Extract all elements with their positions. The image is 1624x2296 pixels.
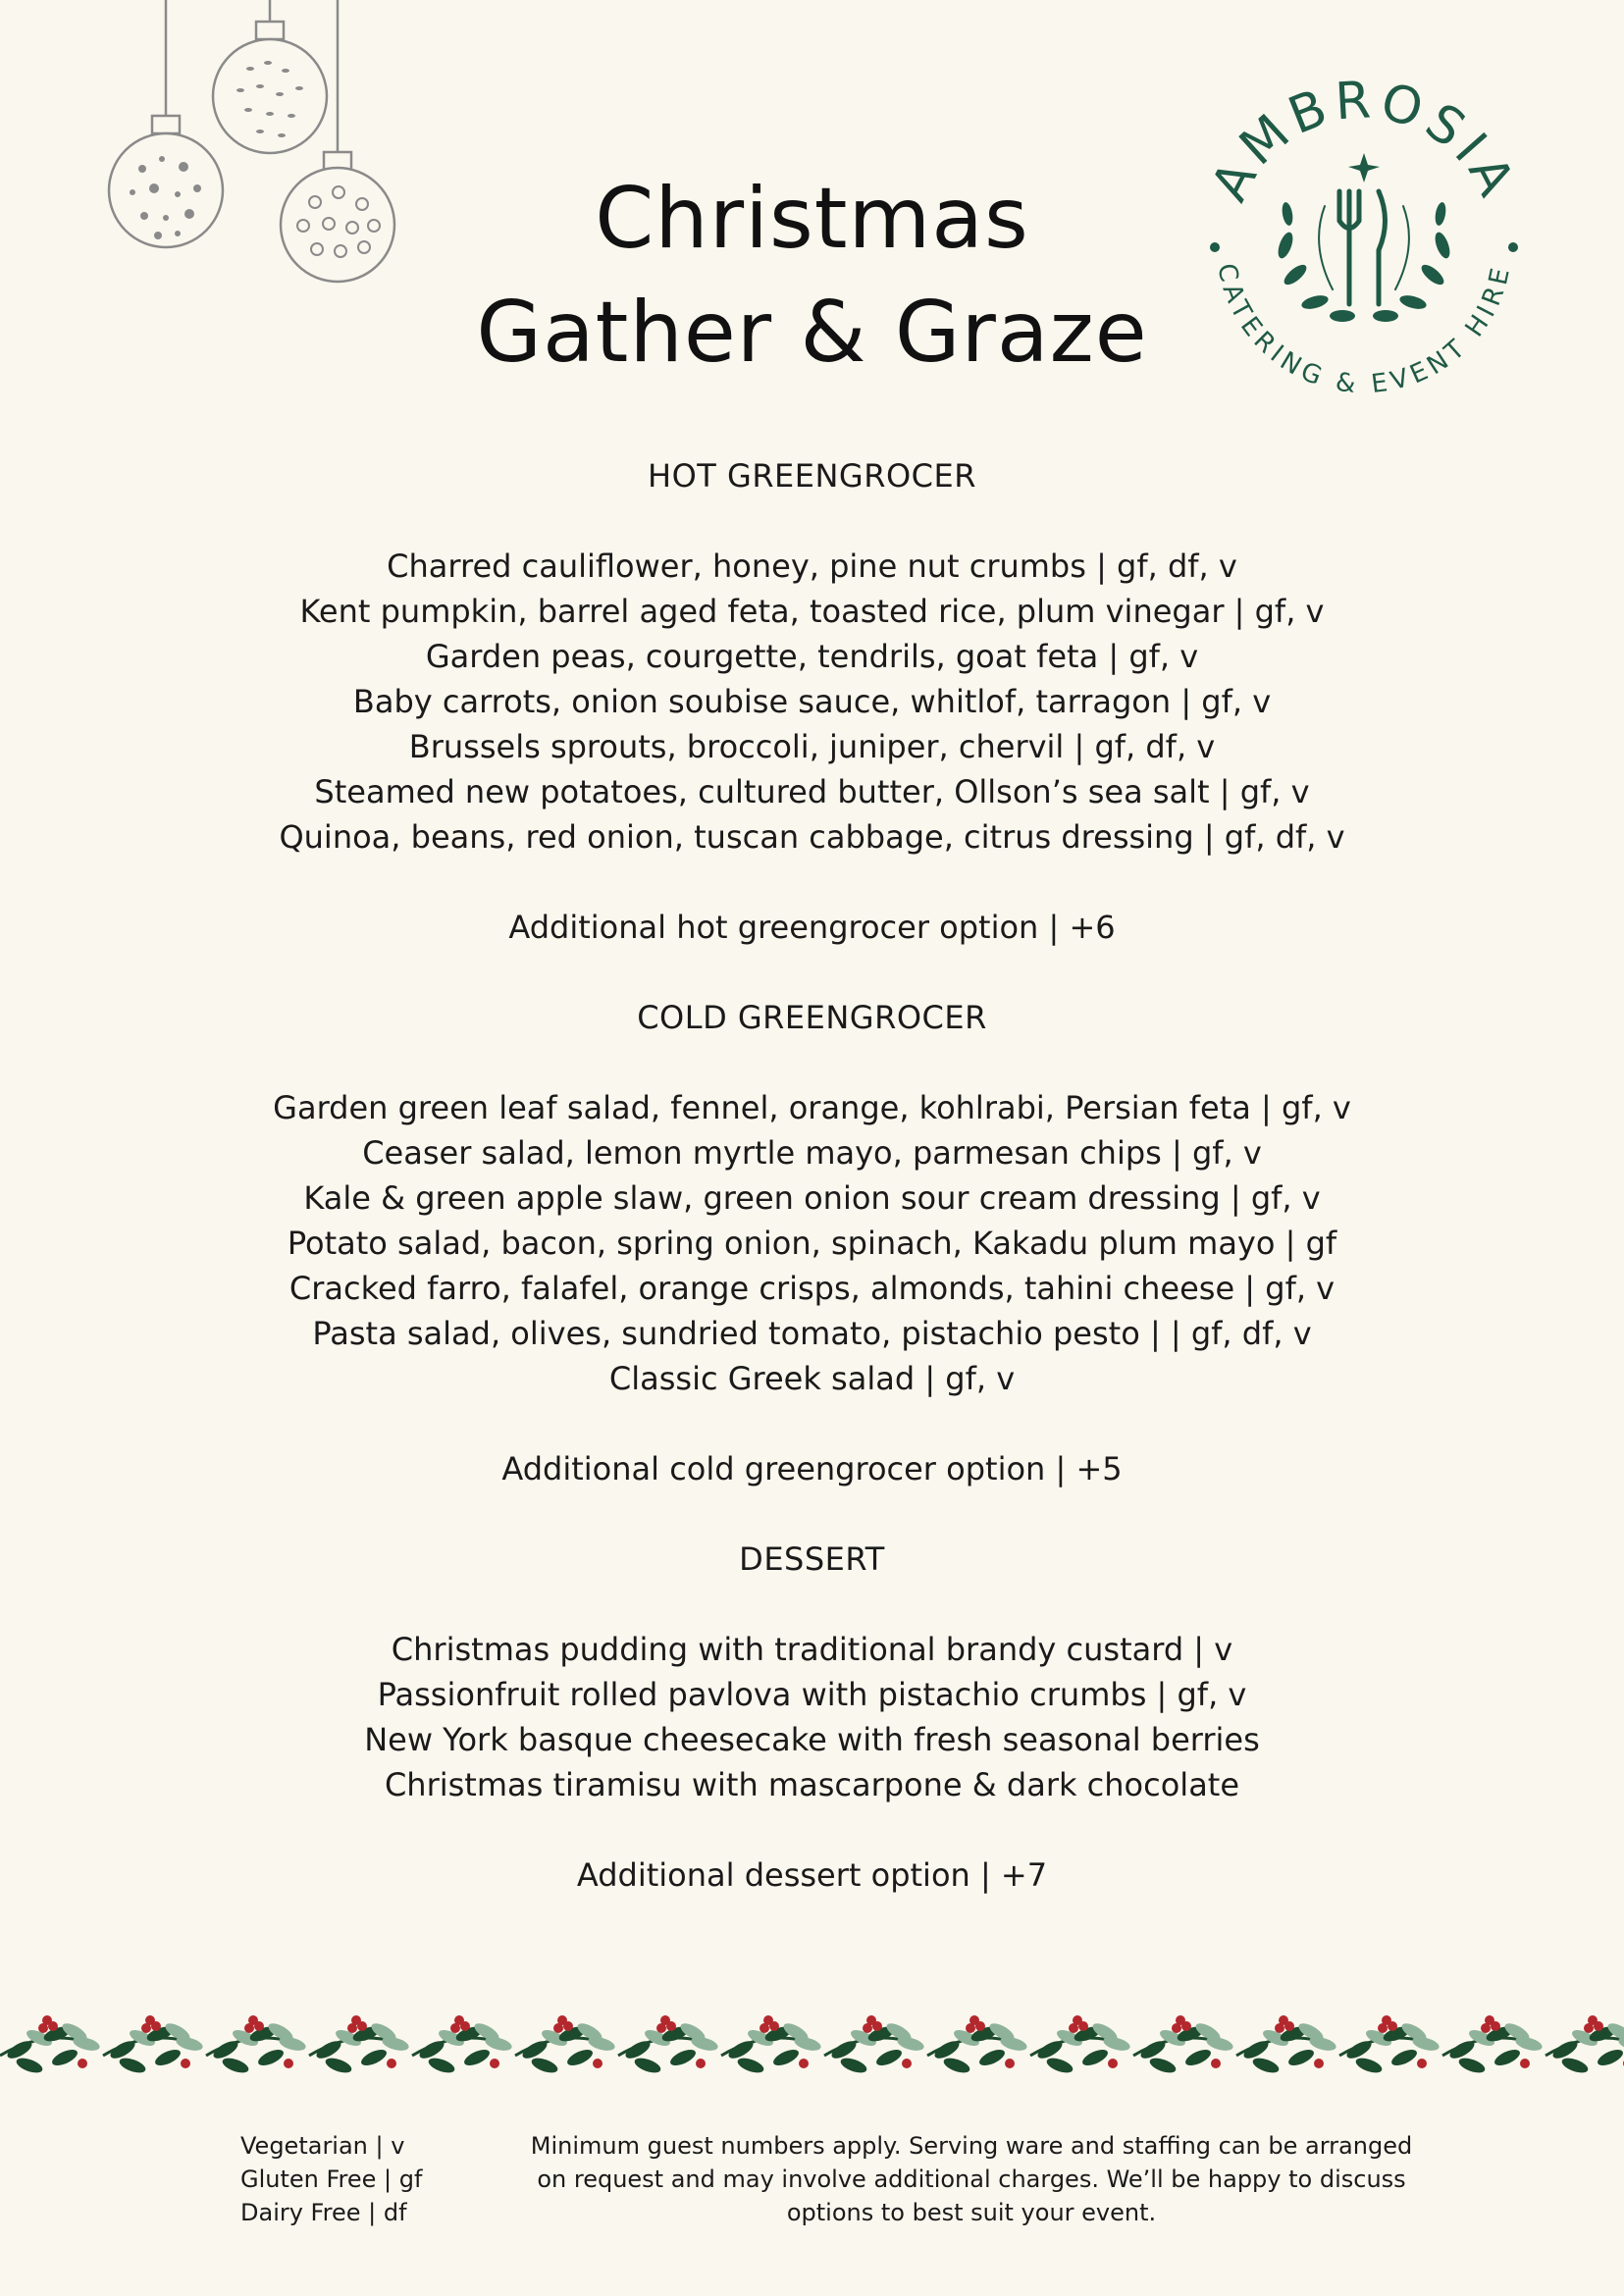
menu-item: Pasta salad, olives, sundried tomato, pistachio pesto | | gf, df, v bbox=[312, 1315, 1312, 1352]
holly-sprig bbox=[927, 2015, 1028, 2075]
menu-item: Garden peas, courgette, tendrils, goat feta | gf, v bbox=[425, 638, 1199, 675]
menu-item: Classic Greek salad | gf, v bbox=[608, 1360, 1016, 1397]
legend-vegetarian: Vegetarian | v bbox=[240, 2132, 405, 2160]
disclaimer-text bbox=[481, 2129, 1462, 2229]
holly-sprig bbox=[1339, 2015, 1441, 2075]
additional-option: Additional dessert option | +7 bbox=[576, 1856, 1048, 1894]
menu-item: Kent pumpkin, barrel aged feta, toasted rice, plum vinegar | gf, v bbox=[299, 593, 1325, 630]
disclaimer-line: Minimum guest numbers apply. Serving ware and staffing can be arranged bbox=[530, 2132, 1413, 2160]
menu-item: New York basque cheesecake with fresh seasonal berries bbox=[364, 1721, 1260, 1758]
menu-item: Cracked farro, falafel, orange crisps, almonds, tahini cheese | gf, v bbox=[288, 1270, 1336, 1307]
title-line-1: Christmas bbox=[595, 170, 1029, 268]
menu-item: Garden green leaf salad, fennel, orange, kohlrabi, Persian feta | gf, v bbox=[273, 1089, 1351, 1126]
holly-sprig bbox=[1236, 2015, 1337, 2075]
menu-item: Passionfruit rolled pavlova with pistachio crumbs | gf, v bbox=[377, 1676, 1247, 1713]
holly-sprig bbox=[721, 2015, 822, 2075]
menu-item: Baby carrots, onion soubise sauce, whitlof, tarragon | gf, v bbox=[352, 683, 1272, 720]
legend-dairy-free: Dairy Free | df bbox=[240, 2199, 407, 2226]
holly-sprig bbox=[515, 2015, 616, 2075]
menu-item: Brussels sprouts, broccoli, juniper, chervil | gf, df, v bbox=[408, 728, 1216, 765]
menu-title bbox=[0, 162, 1624, 390]
holly-sprig bbox=[1545, 2015, 1624, 2075]
holly-sprig bbox=[824, 2015, 925, 2075]
svg-text:AMBROSIA: AMBROSIA bbox=[1200, 71, 1528, 211]
svg-text:CATERING & EVENT HIRE: CATERING & EVENT HIRE bbox=[1211, 260, 1517, 400]
section-hot-greengrocer bbox=[0, 453, 1624, 950]
disclaimer-line: on request and may involve additional charges. We’ll be happy to discuss bbox=[537, 2166, 1406, 2193]
section-heading: DESSERT bbox=[739, 1540, 885, 1578]
additional-option: Additional cold greengrocer option | +5 bbox=[501, 1450, 1123, 1487]
holly-sprig bbox=[1442, 2015, 1544, 2075]
menu-item: Steamed new potatoes, cultured butter, Ollson’s sea salt | gf, v bbox=[314, 773, 1310, 810]
additional-option: Additional hot greengrocer option | +6 bbox=[508, 909, 1116, 946]
holly-sprig bbox=[1030, 2015, 1131, 2075]
holly-sprig bbox=[412, 2015, 513, 2075]
holly-garland-decoration bbox=[0, 1987, 1624, 2105]
menu-item: Charred cauliflower, honey, pine nut crumbs | gf, df, v bbox=[387, 548, 1237, 585]
section-heading: COLD GREENGROCER bbox=[637, 999, 987, 1036]
section-cold-greengrocer bbox=[0, 995, 1624, 1491]
menu-item: Kale & green apple slaw, green onion sour cream dressing | gf, v bbox=[303, 1179, 1321, 1217]
title-line-2: Gather & Graze bbox=[476, 284, 1148, 382]
dietary-legend bbox=[240, 2129, 422, 2229]
menu-item: Christmas pudding with traditional brandy custard | v bbox=[391, 1631, 1233, 1668]
menu-item: Potato salad, bacon, spring onion, spinach, Kakadu plum mayo | gf bbox=[287, 1225, 1337, 1262]
holly-sprig bbox=[206, 2015, 307, 2075]
section-heading: HOT GREENGROCER bbox=[648, 457, 976, 495]
menu-item: Christmas tiramisu with mascarpone & dark chocolate bbox=[384, 1766, 1240, 1803]
holly-sprig bbox=[618, 2015, 719, 2075]
section-dessert bbox=[0, 1537, 1624, 1898]
legend-gluten-free: Gluten Free | gf bbox=[240, 2166, 423, 2193]
holly-sprig bbox=[1133, 2015, 1234, 2075]
disclaimer-line: options to best suit your event. bbox=[786, 2199, 1157, 2226]
holly-sprig bbox=[103, 2015, 204, 2075]
holly-sprig bbox=[0, 2015, 101, 2075]
holly-sprig bbox=[309, 2015, 410, 2075]
menu-body bbox=[0, 453, 1624, 1943]
menu-item: Quinoa, beans, red onion, tuscan cabbage, citrus dressing | gf, df, v bbox=[279, 818, 1345, 856]
menu-item: Ceaser salad, lemon myrtle mayo, parmesan chips | gf, v bbox=[362, 1134, 1262, 1172]
